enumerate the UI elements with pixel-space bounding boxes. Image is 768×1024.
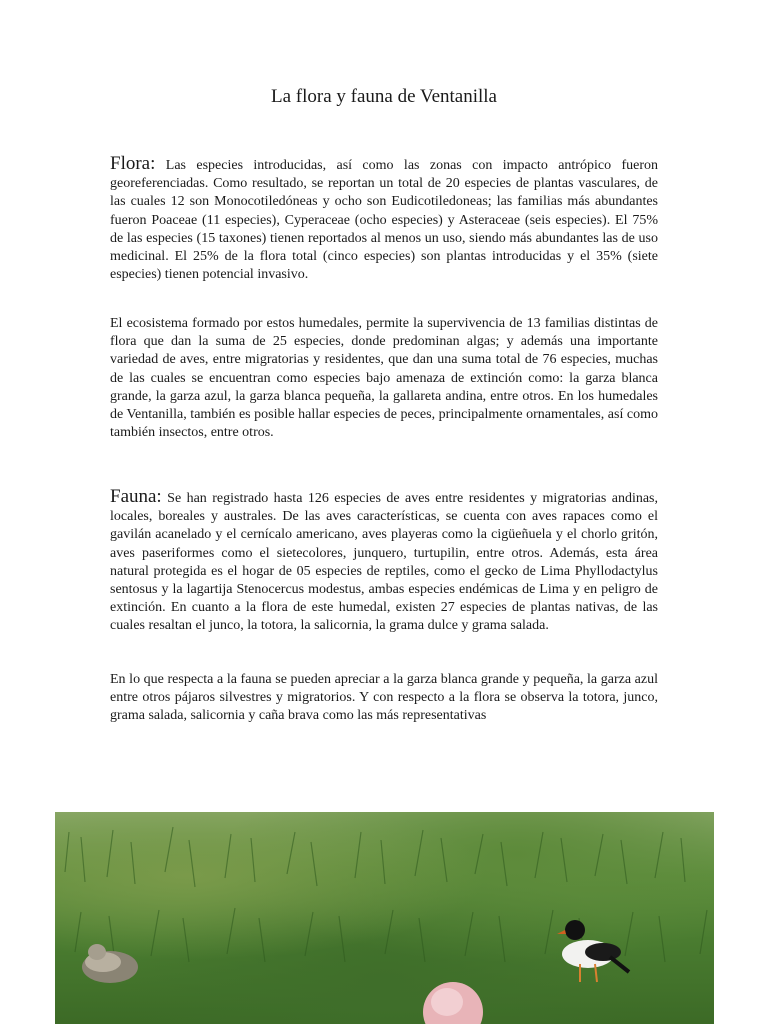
flora-heading: Flora: xyxy=(110,153,156,174)
black-white-bird-icon xyxy=(557,920,629,982)
flora-text: Las especies introducidas, así como las zonas con impacto antrópico fueron georeferenciadas. Como resultado, se reportan un total de 20 especies de plantas vasculares, de las cuales 12 son Monocotiledóneas y ocho son Eudicotiledoneas; las familias más abundantes fueron Poaceae (11 especies), Cyperaceae (ocho especies) y Asteraceae (seis especies). El 75% de las especies (15 taxones) tienen reportados al menos un uso, siendo más abundantes las de uso medicinal. El 25% de la flora total (cinco especies) son plantas introducidas y el 35% (siete especies) tienen potencial invasivo. xyxy=(110,158,658,283)
fauna-text: Se han registrado hasta 126 especies de aves entre residentes y migratorias andinas, locales, boreales y australes. De las aves características, se cuenta con aves rapaces como el gavilán acanelado y el cernícalo americano, aves playeras como la cigüeñuela y el chorlo gritón, aves paseriformes como el sietecolores, junquero, turtupilin, entre otros. Además, esta área natural protegida es el hogar de 05 especies de reptiles, como el gecko de Lima Phyllodactylus sentosus y la lagartija Stenocercus modestus, ambas especies endémicas de Lima y en peligro de extinción. En cuanto a la flora de este humedal, existen 27 especies de plantas nativas, de las cuales resaltan el junco, la totora, la salicornia, la grama dulce y grama salada. xyxy=(110,491,658,634)
flamingo-icon xyxy=(423,982,483,1024)
flora-paragraph xyxy=(110,155,658,284)
wetland-photo xyxy=(55,812,714,1024)
grass-strokes xyxy=(65,827,707,962)
ecosystem-paragraph: El ecosistema formado por estos humedales, permite la supervivencia de 13 familias distintas de flora que dan la suma de 25 especies, donde predominan algas; y además una importante variedad de aves, entre migratorias y residentes, que dan una suma total de 76 especies, muchas de las cuales se encuentran como especies bajo amenaza de extinción como: la garza blanca grande, la garza azul, la garza blanca pequeña, la gallareta andina, entre otros. En los humedales de Ventanilla, también es posible hallar especies de peces, principalmente ornamentales, así como también insectos, entre otros. xyxy=(110,316,658,441)
page-title: La flora y fauna de Ventanilla xyxy=(271,86,497,107)
wetland-photo-illustration xyxy=(55,812,714,1024)
fauna-paragraph xyxy=(110,488,658,636)
summary-paragraph: En lo que respecta a la fauna se pueden apreciar a la garza blanca grande y pequeña, la garza azul entre otros pájaros silvestres y migratorios. Y con respecto a la flora se observa la totora, junco, grama salada, salicornia y caña brava como las más representativas xyxy=(110,672,658,724)
fauna-heading: Fauna: xyxy=(110,486,162,507)
duck-icon xyxy=(82,944,138,983)
